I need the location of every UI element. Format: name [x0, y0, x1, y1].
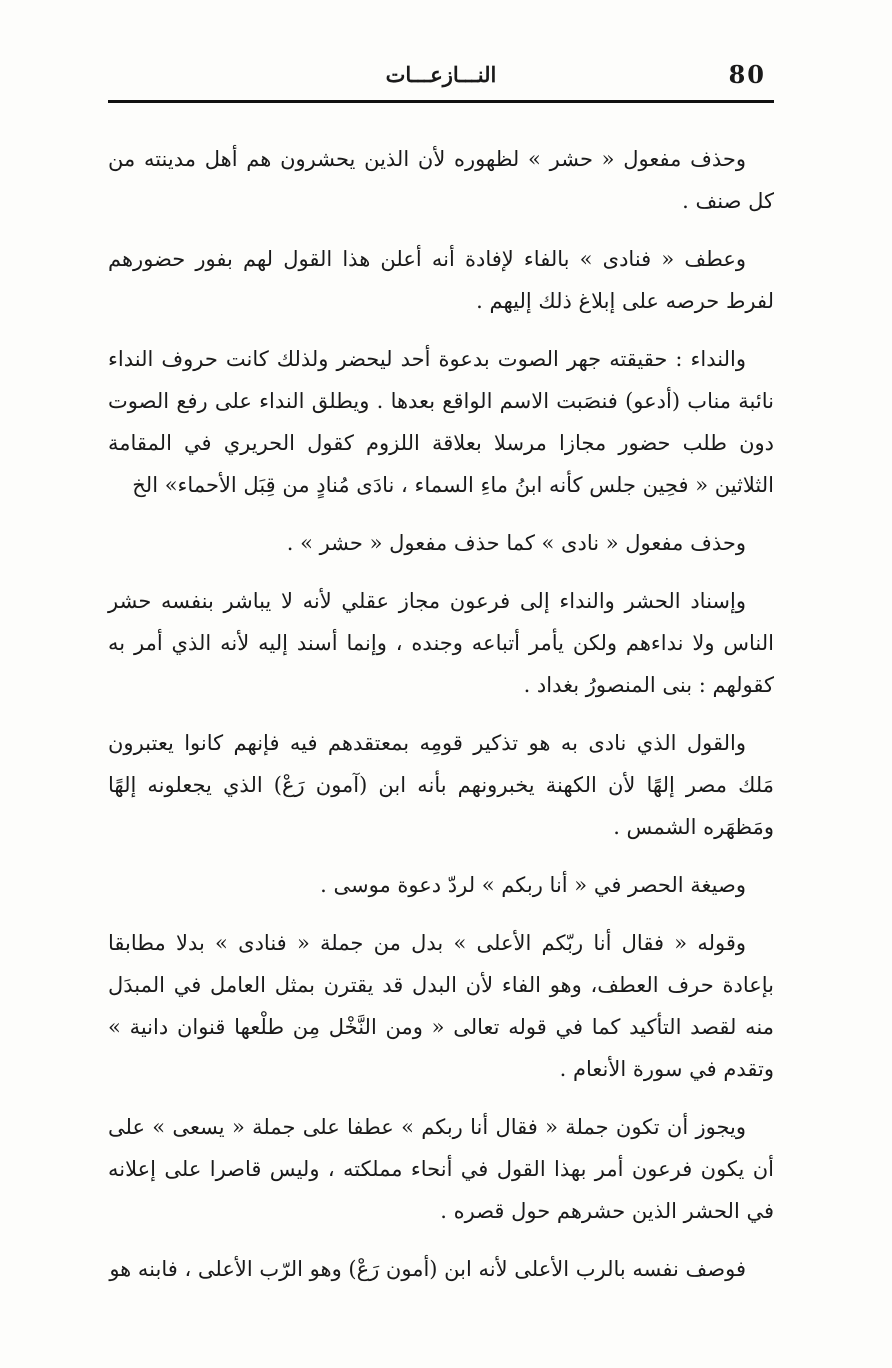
page-number: 80 [728, 60, 766, 89]
body-text [108, 138, 774, 1306]
paragraph: وقوله « فقال أنا ربّكم الأعلى » بدل من جملة « فنادى » بدلا مطابقا بإعادة حرف العطف، وهو الفاء لأن البدل قد يقترن بمثل العامل في المبدَل منه لقصد التأكيد كما في قوله تعالى « ومن النَّخْل مِن طلْعها قنوان دانية » وتقدم في سورة الأنعام . [108, 931, 774, 1081]
page-header [108, 58, 774, 102]
paragraph: ويجوز أن تكون جملة « فقال أنا ربكم » عطفا على جملة « يسعى » على أن يكون فرعون أمر بهذا القول في أنحاء مملكته ، وليس قاصرا على إعلانه في الحشر الذين حشرهم حول قصره . [108, 1115, 774, 1223]
paragraph: فوصف نفسه بالرب الأعلى لأنه ابن (أمون رَعْ) وهو الرّب الأعلى ، فابنه هو [109, 1257, 746, 1281]
paragraph: وحذف مفعول « نادى » كما حذف مفعول « حشر » . [286, 531, 746, 555]
paragraph: وصيغة الحصر في « أنا ربكم » لردّ دعوة موسى . [320, 873, 746, 897]
paragraph: وإسناد الحشر والنداء إلى فرعون مجاز عقلي لأنه لا يباشر بنفسه حشر الناس ولا نداءهم ولكن يأمر أتباعه وجنده ، وإنما أسند إليه لأنه الذي أمر به كقولهم : بنى المنصورُ بغداد . [108, 589, 774, 697]
paragraph: وعطف « فنادى » بالفاء لإفادة أنه أعلن هذا القول لهم بفور حضورهم لفرط حرصه على إبلاغ ذلك إليهم . [108, 247, 774, 313]
paragraph: وحذف مفعول « حشر » لظهوره لأن الذين يحشرون هم أهل مدينته من كل صنف . [108, 147, 774, 213]
running-title: النـــازعـــات [385, 62, 497, 87]
header-rule [108, 100, 774, 103]
paragraph: والنداء : حقيقته جهر الصوت بدعوة أحد ليحضر ولذلك كانت حروف النداء نائبة مناب (أدعو) فنصَبت الاسم الواقع بعدها . ويطلق النداء على رفع الصوت دون طلب حضور مجازا مرسلا بعلاقة اللزوم كقول الحريري في المقامة الثلاثين « فحِين جلس كأنه ابنُ ماءِ السماء ، نادَى مُنادٍ من قِبَل الأحماء» الخ [108, 347, 774, 497]
paragraph: والقول الذي نادى به هو تذكير قومِه بمعتقدهم فيه فإنهم كانوا يعتبرون مَلك مصر إلهًا لأن الكهنة يخبرونهم بأنه ابن (آمون رَعْ) الذي يجعلونه إلهًا ومَظهَره الشمس . [108, 731, 774, 839]
